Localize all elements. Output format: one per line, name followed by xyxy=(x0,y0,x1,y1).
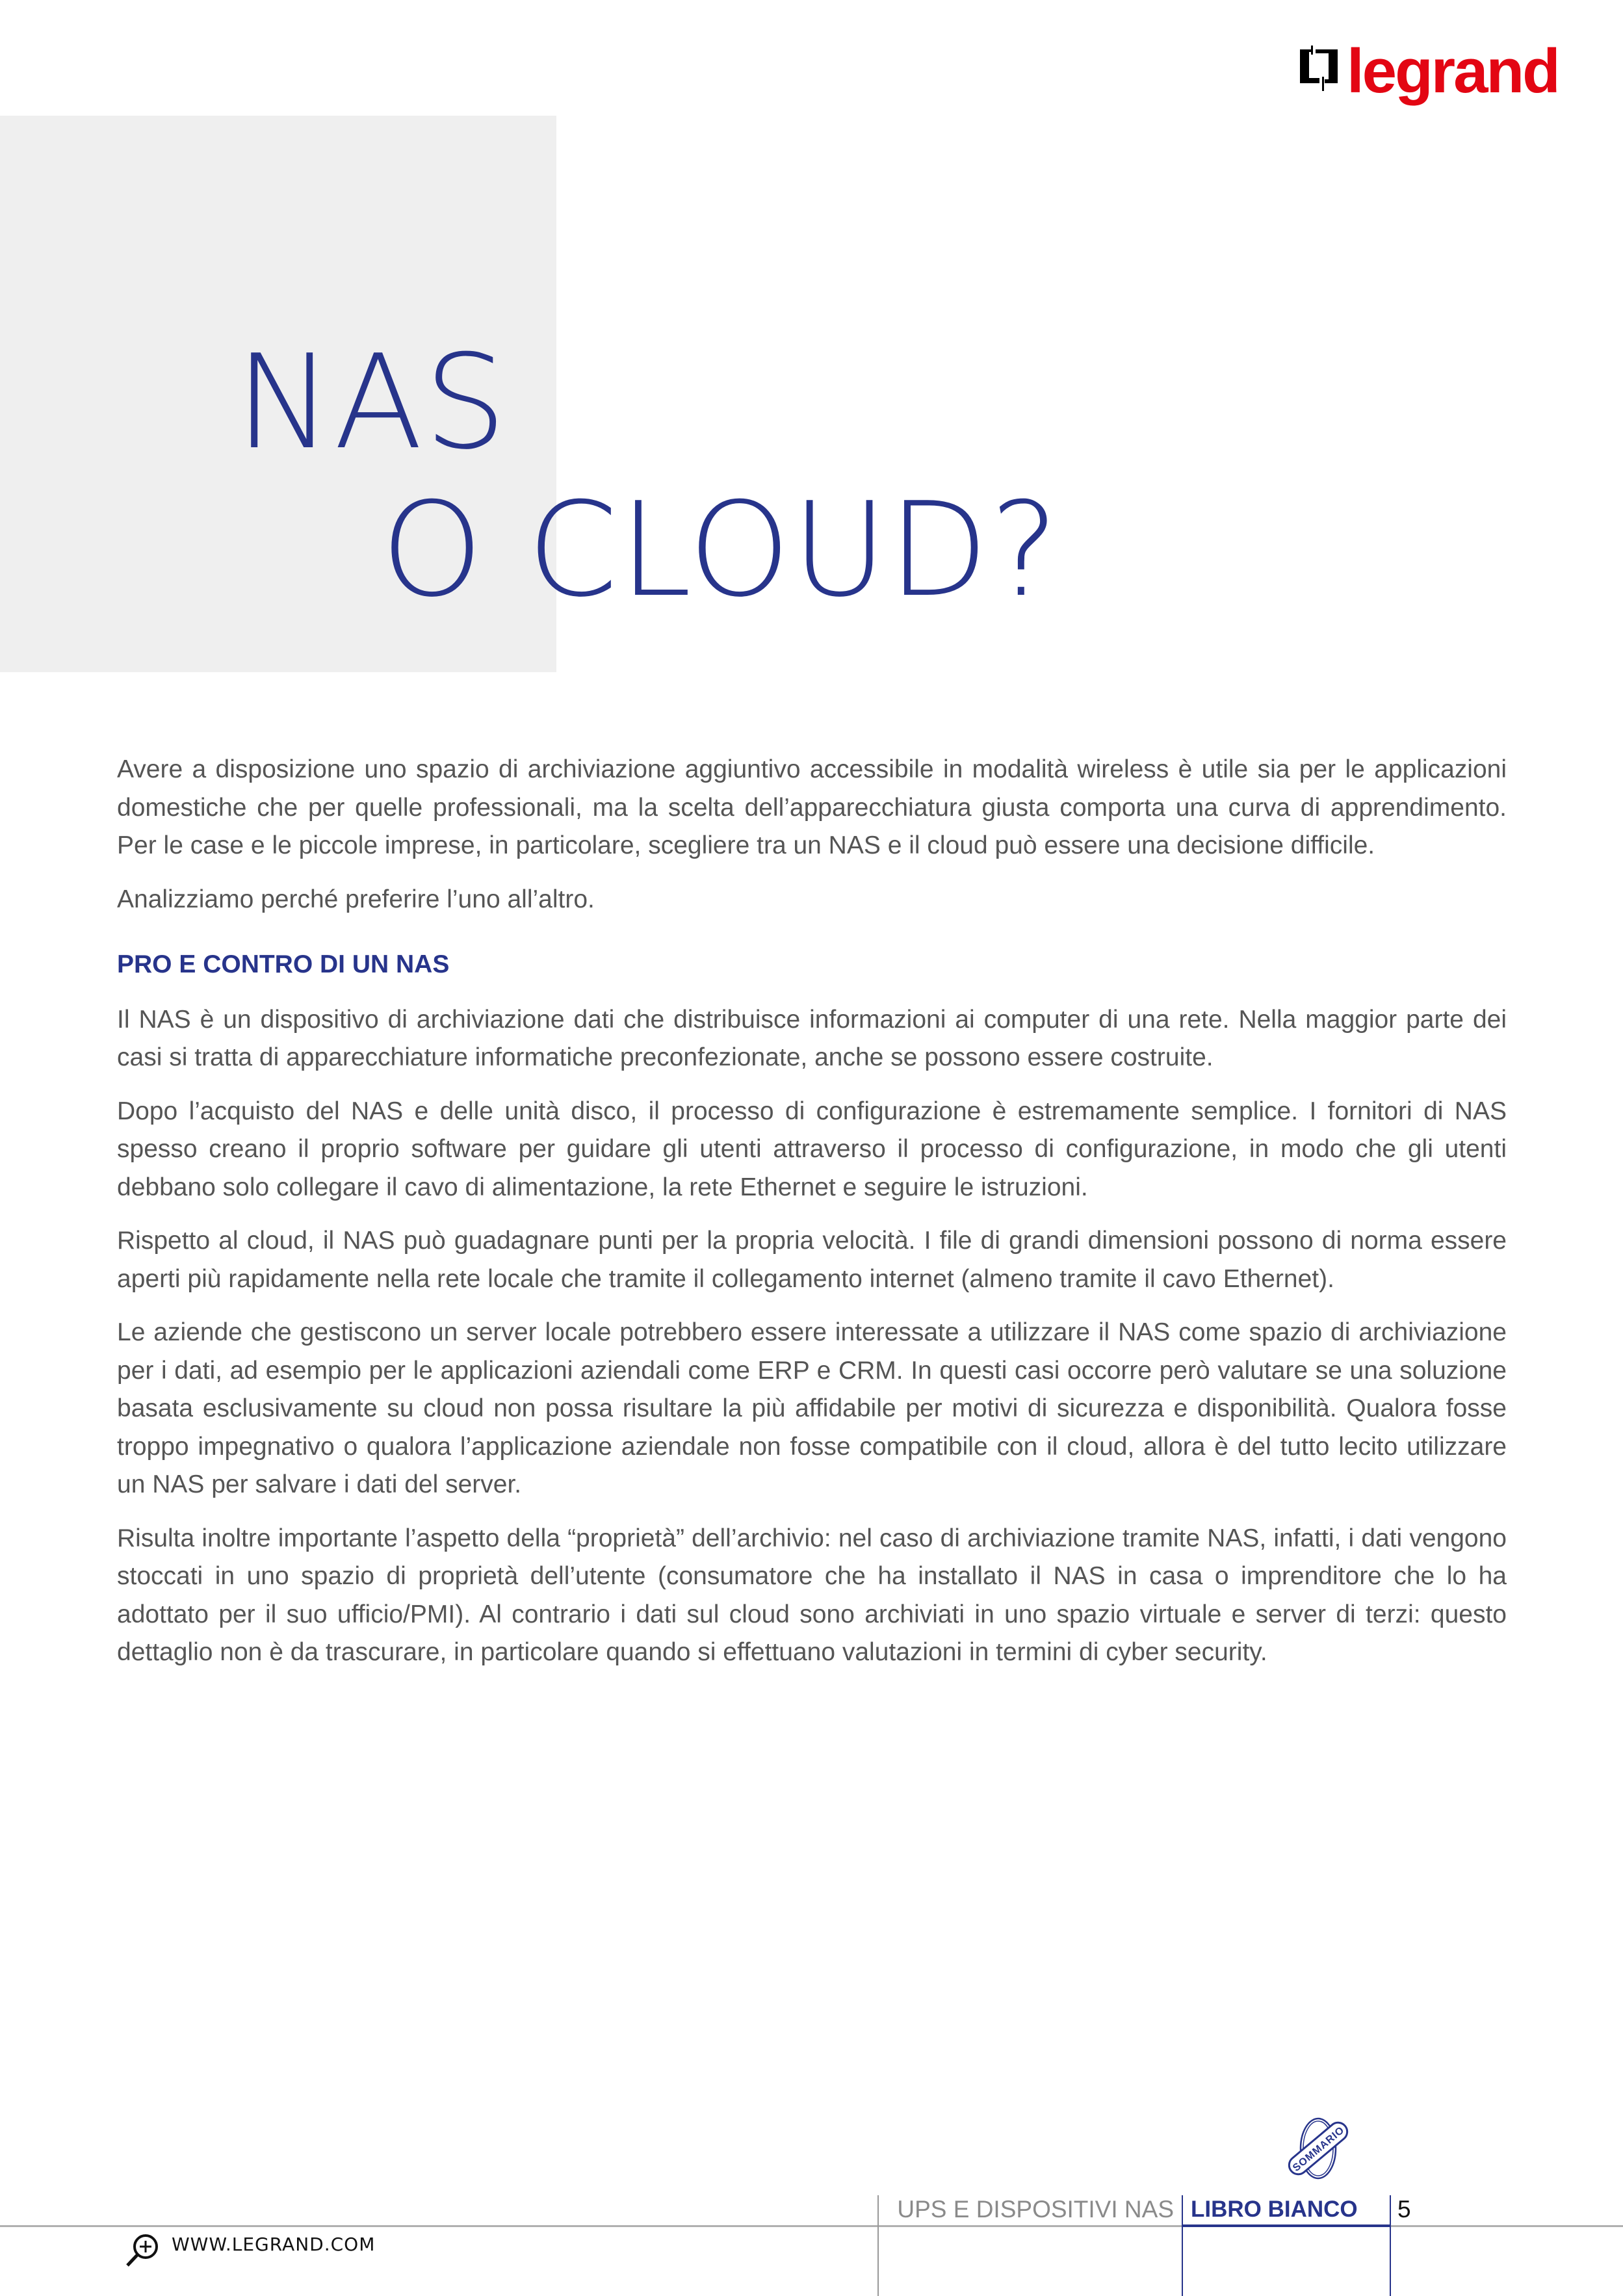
body-paragraph: Rispetto al cloud, il NAS può guadagnare punti per la propria velocità. I file di grandi dimensioni possono di norma essere aperti più rapidamente nella rete locale che tramite il collegamento internet (almeno tramite il cavo Ethernet). xyxy=(117,1227,1507,1293)
footer-active-underline xyxy=(1182,2224,1390,2227)
footer-separator xyxy=(877,2195,879,2296)
legrand-logo xyxy=(1300,36,1559,106)
footer-series: UPS E DISPOSITIVI NAS xyxy=(897,2196,1174,2223)
section-heading: PRO E CONTRO DI UN NAS xyxy=(117,950,450,978)
body-paragraph: Risulta inoltre importante l’aspetto della “proprietà” dell’archivio: nel caso di archiviazione tramite NAS, infatti, i dati vengono stoccati in uno spazio di proprietà dell’utente (consumatore che ha installato il NAS in casa o imprenditore che lo ha adottato per il suo ufficio/PMI). Al contrario i dati sul cloud sono archiviati in uno spazio virtuale e server di terzi: questo dettaglio non è da trascurare, in particolare quando si effettuano valutazioni in termini di cyber security. xyxy=(117,1524,1507,1666)
sommario-label: SOMMARIO xyxy=(1291,2124,1347,2174)
intro-paragraph: Avere a disposizione uno spazio di archiviazione aggiuntivo accessibile in modalità wireless è utile sia per le applicazioni domestiche che per quelle professionali, ma la scelta dell’apparecchiatura giusta comporta una curva di apprendimento. Per le case e le piccole imprese, in particolare, scegliere tra un NAS e il cloud può essere una decisione difficile. xyxy=(117,755,1507,859)
body-paragraph: Dopo l’acquisto del NAS e delle unità disco, il processo di configurazione è estremamente semplice. I fornitori di NAS spesso creano il proprio software per guidare gli utenti attraverso il processo di configurazione, in modo che gli utenti debbano solo collegare il cavo di alimentazione, la rete Ethernet e seguire le istruzioni. xyxy=(117,1097,1507,1201)
zoom-in-icon[interactable] xyxy=(125,2232,161,2269)
body-paragraph: Il NAS è un dispositivo di archiviazione dati che distribuisce informazioni ai computer di una rete. Nella maggior parte dei casi si tratta di apparecchiature informatiche preconfezionate, anche se possono essere costruite. xyxy=(117,1005,1507,1071)
body-paragraph: Le aziende che gestiscono un server locale potrebbero essere interessate a utilizzare il NAS come spazio di archiviazione per i dati, ad esempio per le applicazioni aziendali come ERP e CRM. In questi casi occorre però valutare se una soluzione basata esclusivamente su cloud non possa risultare la più affidabile per motivi di sicurezza e disponibilità. Qualora fosse troppo impegnativo o qualora l’applicazione aziendale non fosse compatibile con il cloud, allora è del tutto lecito utilizzare un NAS per salvare i dati del server. xyxy=(117,1318,1507,1498)
page-title-line1: NAS xyxy=(235,327,508,478)
page-title-line2: O CLOUD? xyxy=(381,475,1060,626)
intro-paragraph: Analizziamo perché preferire l’uno all’altro. xyxy=(117,885,595,913)
sommario-stamp-button[interactable] xyxy=(1279,2113,1357,2184)
footer-separator xyxy=(1182,2195,1183,2296)
legrand-symbol-icon xyxy=(1300,46,1338,91)
article-body xyxy=(117,751,1507,1688)
footer-doc-type: LIBRO BIANCO xyxy=(1191,2197,1358,2222)
page-number: 5 xyxy=(1397,2196,1411,2223)
website-link[interactable]: WWW.LEGRAND.COM xyxy=(172,2234,376,2255)
legrand-wordmark: legrand xyxy=(1347,36,1559,106)
footer-separator xyxy=(1390,2195,1391,2296)
